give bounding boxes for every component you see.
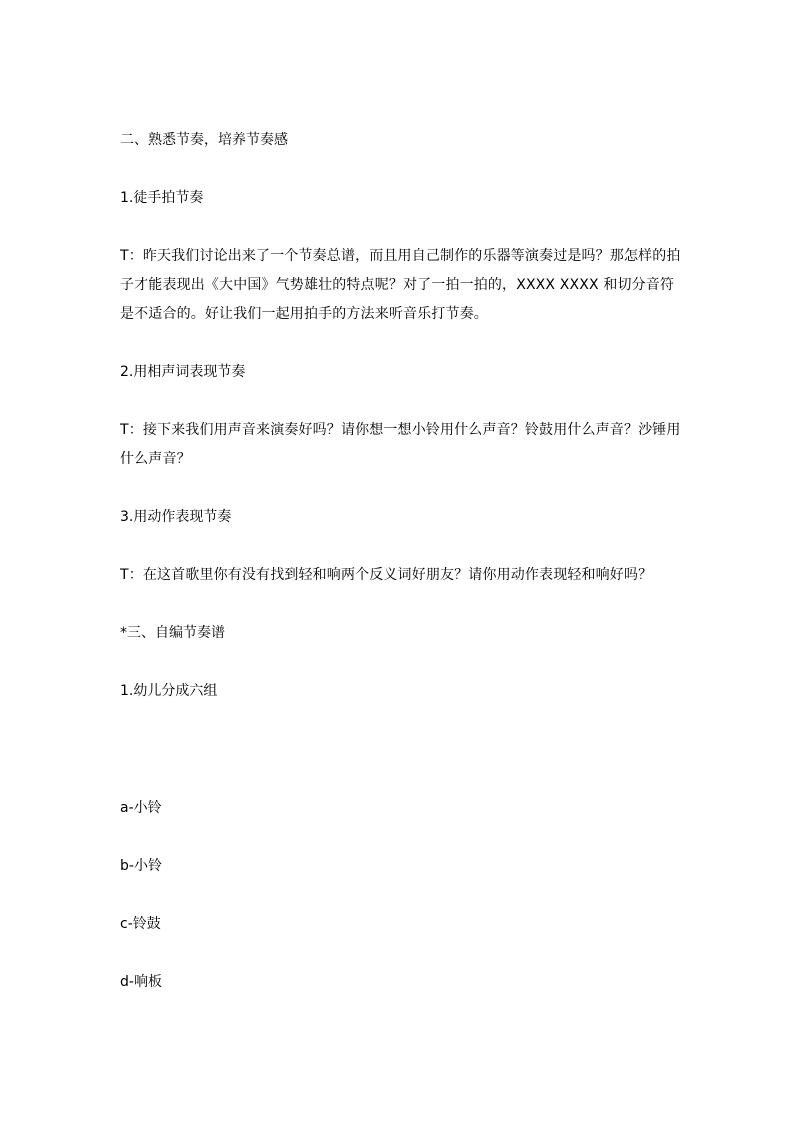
paragraph-line: T：在这首歌里你有没有找到轻和响两个反义词好朋友？请你用动作表现轻和响好吗？ <box>120 567 653 583</box>
paragraph-line: 是不适合的。好让我们一起用拍手的方法来听音乐打节奏。 <box>120 306 488 322</box>
paragraph-line: 什么声音？ <box>120 451 191 467</box>
list-item-group-d: d-响板 <box>120 974 162 990</box>
section-heading-familiarize-rhythm: 二、熟悉节奏，培养节奏感 <box>120 132 288 148</box>
paragraph-line: T：昨天我们讨论出来了一个节奏总谱，而且用自己制作的乐器等演奏过是吗？那怎样的拍 <box>120 248 681 264</box>
item-heading-six-groups: 1.幼儿分成六组 <box>120 683 218 699</box>
paragraph-clap-rhythm <box>120 242 680 329</box>
list-item-group-b: b-小铃 <box>120 858 162 874</box>
list-item-group-c: c-铃鼓 <box>120 916 161 932</box>
paragraph-action-rhythm <box>120 561 680 590</box>
item-heading-clap-rhythm: 1.徒手拍节奏 <box>120 190 204 206</box>
list-item-group-a: a-小铃 <box>120 800 162 816</box>
section-heading-self-compose: *三、自编节奏谱 <box>120 625 225 641</box>
paragraph-line: 子才能表现出《大中国》气势雄壮的特点呢？对了一拍一拍的，XXXX XXXX 和切分音符 <box>120 277 675 293</box>
paragraph-line: T：接下来我们用声音来演奏好吗？请你想一想小铃用什么声音？铃鼓用什么声音？沙锤用 <box>120 422 681 438</box>
item-heading-action-rhythm: 3.用动作表现节奏 <box>120 509 232 525</box>
item-heading-crosstalk-rhythm: 2.用相声词表现节奏 <box>120 364 246 380</box>
paragraph-crosstalk-rhythm <box>120 416 680 474</box>
